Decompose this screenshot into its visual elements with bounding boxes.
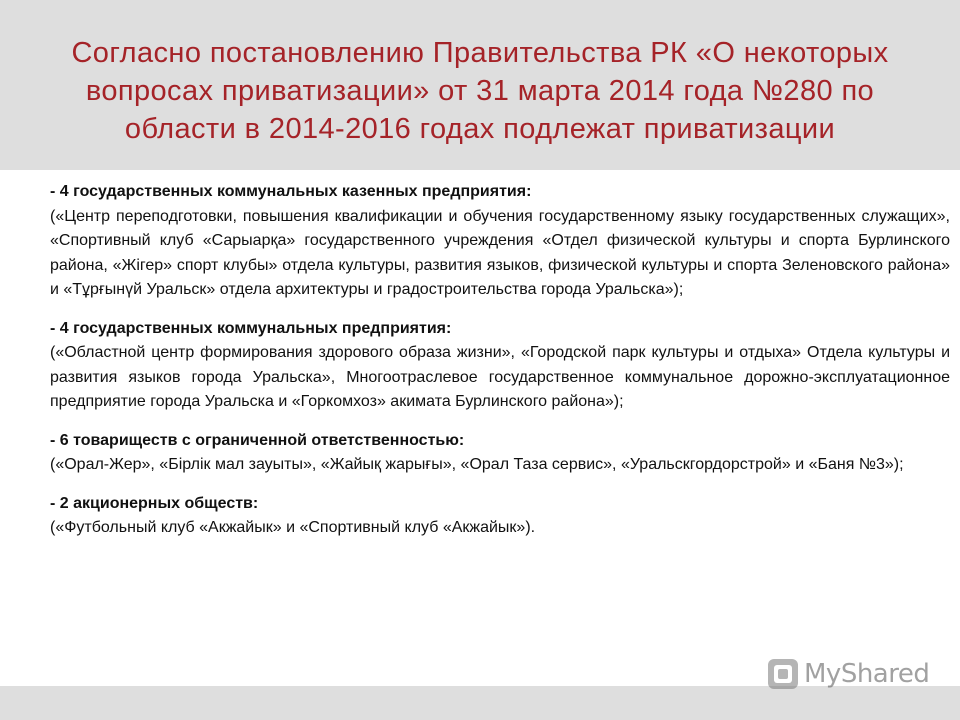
section-body: («Футбольный клуб «Акжайык» и «Спортивный клуб «Акжайык»). xyxy=(50,519,536,536)
section-state-treasury-enterprises xyxy=(50,180,950,303)
section-state-enterprises xyxy=(50,317,950,415)
section-joint-stock xyxy=(50,492,950,541)
myshared-watermark xyxy=(766,656,929,692)
section-heading: - 2 акционерных обществ: xyxy=(50,494,259,512)
section-heading: - 4 государственных коммунальных предприятия: xyxy=(50,319,452,337)
section-llp xyxy=(50,429,950,478)
slide-content xyxy=(50,180,950,555)
watermark-text: MyShared xyxy=(804,659,930,689)
slide-title: Согласно постановлению Правительства РК «О некоторых вопросах приватизации» от 31 марта 2014 года №280 по области в 2014-2016 годах подлежат приватизации xyxy=(71,37,889,145)
section-heading: - 4 государственных коммунальных казенных предприятия: xyxy=(50,183,532,200)
section-body: («Центр переподготовки, повышения квалификации и обучения государственному языку государственных служащих», «Спортивный клуб «Сарыарқа» государственного учреждения «Отдел физической культуры и спорта Бурлинского района, «Жігер» спорт клубы» отдела культуры, развития языков, физической культуры и спорта Зеленовского района» и «Тұрғынүй Уральск» отдела архитектуры и градостроительства города Уральска»); xyxy=(50,207,950,298)
myshared-logo-icon xyxy=(766,657,800,691)
section-body: («Областной центр формирования здорового образа жизни», «Городской парк культуры и отдыха» Отдела культуры и развития языков города Уральска», Многоотраслевое государственное коммунальное дорожно-эксплуатационное предприятие города Уральска и «Горкомхоз» акимата Бурлинского района»); xyxy=(50,344,950,410)
section-body: («Орал-Жер», «Бірлік мал зауыты», «Жайық жарығы», «Орал Таза сервис», «Уральскгордорстрой» и «Баня №3»); xyxy=(50,456,904,473)
section-heading: - 6 товариществ с ограниченной ответственностью: xyxy=(50,431,465,449)
title-band xyxy=(0,0,960,170)
